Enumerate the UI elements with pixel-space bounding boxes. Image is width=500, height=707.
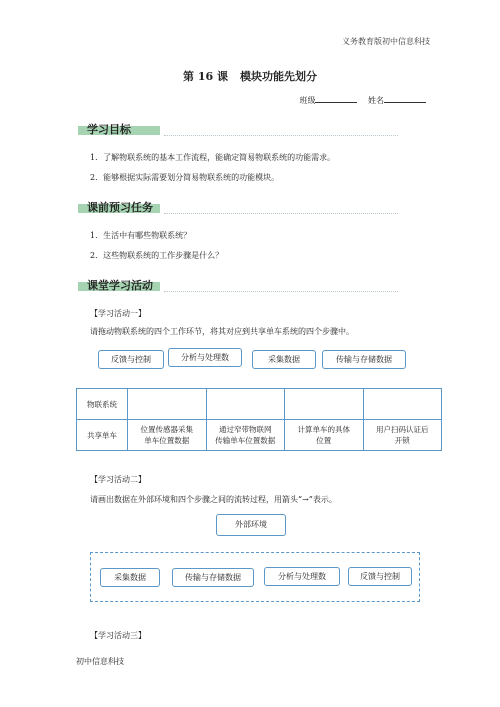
section-title: 学习目标 [87,123,131,136]
step-cell [128,420,207,451]
table-row [77,420,442,451]
drop-slot[interactable] [363,389,442,420]
table-row [77,389,442,420]
student-info [299,94,426,106]
class-blank[interactable] [315,94,357,103]
goal-item: 2．能够根据实际需要划分简易物联系统的功能模块。 [90,173,280,182]
drop-slot[interactable] [206,389,285,420]
preview-item: 2．这些物联系统的工作步骤是什么？ [90,251,224,260]
drag-box-feedback[interactable]: 反馈与控制 [98,350,164,369]
name-label: 姓名 [368,96,384,105]
drop-slot[interactable] [128,389,207,420]
step-cell [363,420,442,451]
section-title: 课前预习任务 [87,201,153,214]
activity2-instruction: 请画出数据在外部环境和四个步骤之间的流转过程，用箭头“→”表示。 [90,495,337,504]
row-label-iot: 物联系统 [77,389,128,420]
external-environment-box[interactable]: 外部环境 [216,514,286,536]
section-goals [78,122,398,136]
drag-box-analyze[interactable]: 分析与处理数 [168,348,242,367]
lesson-number: 第 16 课 [183,70,228,83]
class-label: 班级 [299,96,316,105]
section-divider [164,213,398,214]
drag-box-transmit[interactable]: 传输与存储数据 [322,350,406,369]
activity1-instruction: 请拖动物联系统的四个工作环节，将其对应到共享单车系统的四个步骤中。 [90,327,354,336]
step-text: 位置传感器采集 [140,425,193,434]
publisher-header: 义务教育版初中信息科技 [342,37,430,46]
page-footer: 初中信息科技 [76,657,124,666]
name-blank[interactable] [384,94,426,103]
lesson-name: 模块功能先划分 [239,70,317,83]
mapping-table [76,388,442,451]
flow-box-collect[interactable]: 采集数据 [100,568,160,587]
goal-item: 1．了解物联系统的基本工作流程，能确定简易物联系统的功能需求。 [90,153,336,162]
activity1-heading: 【学习活动一】 [90,309,146,318]
activity2-heading: 【学习活动二】 [90,475,146,484]
section-title: 课堂学习活动 [87,279,153,292]
preview-item: 1．生活中有哪些物联系统？ [90,231,192,240]
step-text: 传输单车位置数据 [215,436,276,445]
step-text: 通过窄带物联网 [219,425,272,434]
flow-box-feedback[interactable]: 反馈与控制 [348,567,412,586]
section-activities [78,278,398,292]
step-text: 用户扫码认证后 [376,425,429,434]
section-divider [164,135,398,136]
activity3-heading: 【学习活动三】 [90,631,146,640]
flow-box-transmit[interactable]: 传输与存储数据 [172,568,254,587]
step-text: 开锁 [394,436,410,445]
step-text: 计算单车的具体 [297,425,350,434]
section-divider [164,291,398,292]
row-label-bike: 共享单车 [77,420,128,451]
step-cell [206,420,285,451]
step-text: 单车位置数据 [144,436,190,445]
section-preview [78,200,398,214]
step-cell [285,420,364,451]
drag-box-collect[interactable]: 采集数据 [252,350,316,369]
drop-slot[interactable] [285,389,364,420]
step-text: 位置 [316,436,332,445]
flow-box-analyze[interactable]: 分析与处理数 [264,567,340,586]
page-title [0,68,500,84]
